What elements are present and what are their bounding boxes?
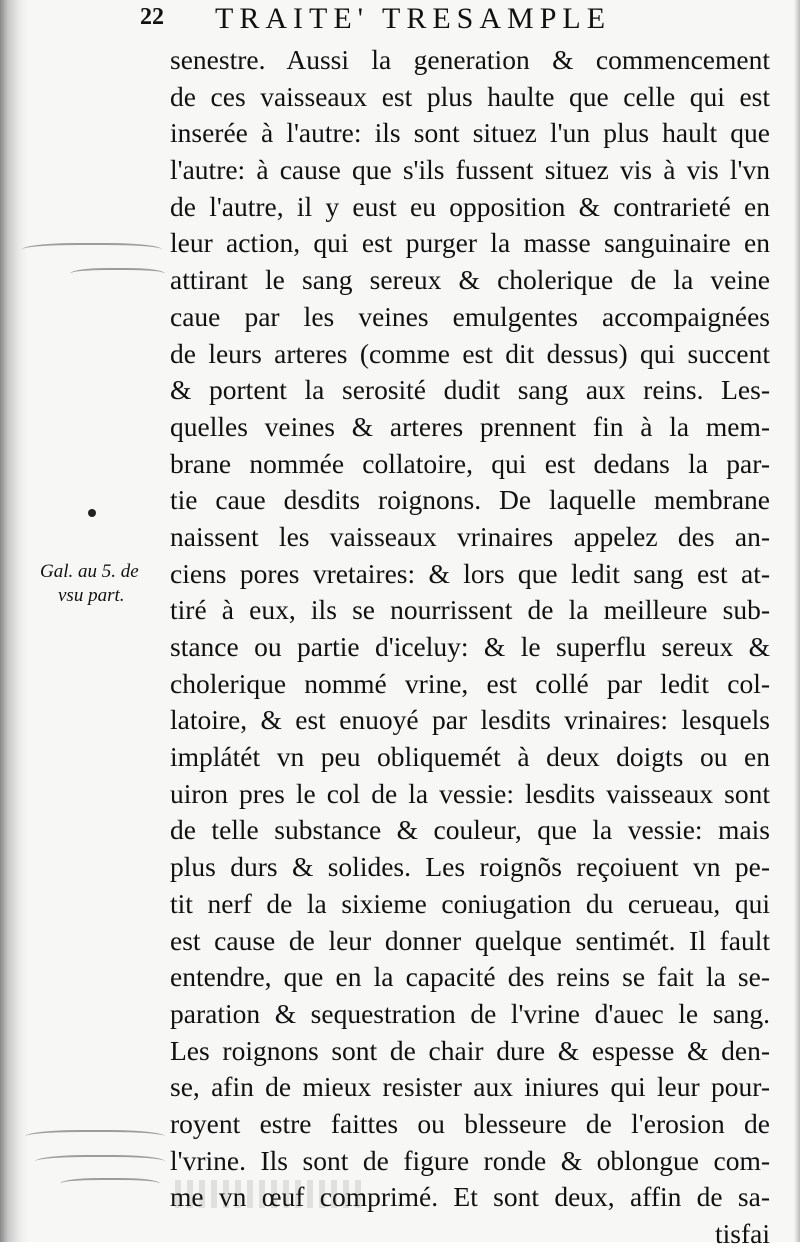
handwritten-annotation — [35, 1155, 165, 1171]
text-line: paration & sequestration de l'vrine d'auec le sang. — [170, 997, 770, 1029]
handwritten-annotation — [22, 243, 162, 259]
page-edge — [794, 0, 800, 1242]
text-line: naissent les vaisseaux vrinaires appelez des an- — [170, 520, 770, 552]
text-line: de ces vaisseaux est plus haulte que celle qui est — [170, 80, 770, 112]
margin-note — [40, 560, 170, 608]
margin-note-line: Gal. au 5. de — [40, 561, 139, 582]
text-line: tie caue desdits roignons. De laquelle membrane — [170, 484, 770, 516]
text-line: implátét vn peu obliquemét à deux doigts ou en — [170, 741, 770, 773]
text-line: plus durs & solides. Les roignõs reçoiuent vn pe- — [170, 851, 770, 883]
running-title: TRAITE' TRESAMPLE — [215, 2, 612, 35]
margin-note-line: vsu part. — [58, 585, 125, 606]
handwritten-annotation — [25, 1130, 165, 1146]
catchword: tisfai — [715, 1218, 770, 1249]
text-line: & portent la serosité dudit sang aux reins. Les- — [170, 374, 770, 406]
text-line: de leurs arteres (comme est dit dessus) qui succent — [170, 337, 770, 369]
text-line: l'autre: à cause que s'ils fussent situez vis à vis l'vn — [170, 154, 770, 186]
page-header — [140, 2, 780, 40]
text-line: leur action, qui est purger la masse sanguinaire en — [170, 227, 770, 259]
text-line: tiré à eux, ils se nourrissent de la meilleure sub- — [170, 594, 770, 626]
text-line: uiron pres le col de la vessie: lesdits vaisseaux sont — [170, 777, 770, 809]
text-line: entendre, que en la capacité des reins se fait la se- — [170, 961, 770, 993]
text-line: royent estre faittes ou blesseure de l'erosion de — [170, 1107, 770, 1139]
text-line: ciens pores vretaires: & lors que ledit sang est at- — [170, 557, 770, 589]
gutter-shadow — [0, 0, 28, 1242]
text-line: senestre. Aussi la generation & commencement — [170, 44, 770, 75]
text-line: brane nommée collatoire, qui est dedans la par- — [170, 447, 770, 479]
body-text — [170, 42, 770, 1253]
text-line: tit nerf de la sixieme coniugation du cerueau, qui — [170, 887, 770, 919]
show-through-ink — [175, 1180, 365, 1208]
handwritten-annotation — [70, 268, 165, 282]
text-line: caue par les veines emulgentes accompaignées — [170, 300, 770, 332]
text-line: attirant le sang sereux & cholerique de la veine — [170, 264, 770, 296]
marginal-dot — [88, 509, 96, 517]
text-line: se, afin de mieux resister aux iniures qui leur pour- — [170, 1071, 770, 1103]
text-line: inserée à l'autre: ils sont situez l'un plus hault que — [170, 117, 770, 149]
page-number: 22 — [140, 4, 164, 30]
text-line: de l'autre, il y eust eu opposition & contrarieté en — [170, 190, 770, 222]
text-line: cholerique nommé vrine, est collé par ledit col- — [170, 667, 770, 699]
handwritten-annotation — [60, 1178, 160, 1192]
text-line: latoire, & est enuoyé par lesdits vrinaires: lesquels — [170, 704, 770, 736]
text-line: quelles veines & arteres prennent fin à la mem- — [170, 410, 770, 442]
text-line: de telle substance & couleur, que la vessie: mais — [170, 814, 770, 846]
text-line: est cause de leur donner quelque sentimét. Il fault — [170, 924, 770, 956]
text-line: Les roignons sont de chair dure & espesse & den- — [170, 1034, 770, 1066]
text-line: l'vrine. Ils sont de figure ronde & oblongue com- — [170, 1144, 770, 1176]
text-line: stance ou partie d'iceluy: & le superflu sereux & — [170, 631, 770, 662]
text-line: me vn œuf comprimé. Et sont deux, affin de sa- — [170, 1181, 770, 1213]
